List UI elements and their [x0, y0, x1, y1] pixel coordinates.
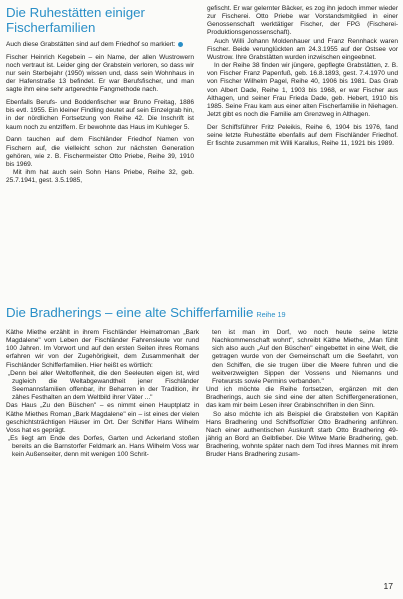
page-number: 17 — [383, 581, 393, 591]
blue-dot-icon — [178, 42, 183, 47]
paragraph: Ebenfalls Berufs- und Boddenfischer war Bruno Freitag, 1886 bis evtl. 1955. Ein kleiner Findling deutet auf sein Einzelgrab hin, in der nördlichen Fortsetzung von Reihe 42. Die Inschrift ist kaum noch zu entziffern. Er bewohnte das Haus im Kuhleger 5. — [6, 99, 194, 131]
paragraph: Fischer Heinrich Kegebein – ein Name, der allen Wustrowern noch vertraut ist. Leider ging der Grabstein verloren, so dass wir nur sein Sterbejahr (1950) wissen und, dass sein Wohnhaus in der Hafenstraße 13 befindet. Er war Berufsfischer, und man sagte ihm eine sehr artgerechte Fangmethode nach. — [6, 53, 194, 94]
paragraph: Mit ihm hat auch sein Sohn Hans Priebe, Reihe 32, geb. 25.7.1941, gest. 3.5.1985, — [6, 168, 194, 185]
column-left-top — [6, 41, 194, 185]
row-reference: Reihe 19 — [256, 310, 286, 319]
paragraph: Und ich möchte die Reihe fortsetzen, ergänzen mit den Bradherings, auch sie sind eine der alten Schiffergenerationen, das kam mir beim Lesen ihrer Grabinschriften in den Sinn. — [206, 386, 398, 410]
quote-paragraph: „Denn bei aller Weltoffenheit, die den Seeleuten eigen ist, wird zugleich die Weltabgewandtheit jener Fischländer Seemannsfamilien offenbar, ihr Beharren in der Tradition, ihr zähes Festhalten an dem Weltbild ihrer Väter ..." — [8, 369, 199, 402]
paragraph: In der Reihe 38 finden wir jüngere, gepflegte Grabstätten, z. B. von Fischer Franz Papenfuß, geb. 16.8.1893, gest. 7.4.1970 und von Fischer Wilhelm Pagel, Reihe 40, 1906 bis 1981. Das Grab von Albert Dade, Reihe 1, 1903 bis 1968, er war Fischer aus Althagen, und seiner Frau Frieda Dade, geb. Hebert, 1910 bis 1985. Seine Frau kam aus einer alten Fischerfamilie in Niehagen. Jetzt gibt es noch die Familie am Grenzweg in Althagen. — [207, 62, 398, 119]
paragraph: Das Haus „Zu den Büschen" – es nimmt einen Hauptplatz in Käthe Miethes Roman „Bark Magdalene" ein – ist eines der vielen geschichtsträchtigen Häuser im Ort. Der Schiffer Hans Wilhelm Voss hat es geprägt. — [6, 402, 199, 434]
paragraph: So also möchte ich als Beispiel die Grabstellen von Kapitän Hans Bradhering und Schiffsoffizier Otto Bradhering anführen. Nach einer authentischen Auskunft starb Otto Bradhering 49-jährig an Bord an Gelbfieber. Die Witwe Marie Bradhering, geb. Bradhering, wohnte später nach dem Tod ihres Mannes mit ihrem Bruder Hans Bradhering zusam- — [206, 410, 398, 459]
paragraph: Der Schiffsführer Fritz Peleikis, Reihe 6, 1904 bis 1976, fand seine letzte Ruhestätte ebenfalls auf dem Fischländer Friedhof. Er fischte zusammen mit Willi Karallus, Reihe 11, 1921 bis 1989. — [207, 123, 398, 148]
paragraph: gefischt. Er war gelernter Bäcker, es zog ihn jedoch immer wieder zur Fischerei. Otto Priebe war Vorstandsmitglied in einer Genossenschaft werktätiger Fischer, der FPG (Fischerei-Produktionsgenossenschaft). — [207, 5, 398, 37]
marker-intro: Auch diese Grabstätten sind auf dem Friedhof so markiert: — [6, 41, 194, 49]
paragraph: Dann tauchen auf dem Fischländer Friedhof Namen von Fischern auf, die vielleicht schon zur nächsten Generation gehören, wie z. B. Fischermeister Otto Priebe, Reihe 39, 1910 bis 1969. — [6, 136, 194, 168]
paragraph: Auch Willi Johann Moldenhauer und Franz Rennhack waren Fischer. Beide verunglückten am 24.3.1955 auf der Ostsee vor Wustrow. Ihre Grabstätten wurden inzwischen eingeebnet. — [207, 37, 398, 61]
section-heading-bradherings — [6, 304, 398, 320]
column-left-bottom — [6, 329, 199, 460]
quote-paragraph: ten ist man im Dorf, wo noch heute seine letzte Nachkommenschaft wohnt", schreibt Käthe Miethe, „Man fühlt sich also auch „Auf den Büschen" eingebettet in eine Welt, die getragen wurde von der Gemeinschaft um die Seefahrt, von den Schiffen, die sie trugen über die Meere fuhren und die weitverzweigten Sippen der Vossens und Niemanns und Fretwursts sowie Permins verbanden." — [212, 329, 398, 385]
column-right-bottom — [206, 329, 398, 460]
section-title-bradherings: Die Bradherings – eine alte Schifferfamilie — [6, 305, 254, 320]
paragraph: Käthe Miethe erzählt in ihrem Fischländer Heimatroman „Bark Magdalene" vom Leben der Fischländer Fahrensleute vor rund 100 Jahren. Im Vorwort und auf den ersten Seiten ihres Romans erfahren wir von der Zugehörigkeit, dem Zusammenhalt der Fischländer Schifferfamilien. Hier heißt es wörtlich: — [6, 329, 199, 369]
quote-paragraph: „Es liegt am Ende des Dorfes, Garten und Ackerland stoßen bereits an die Barnstorfer Feldmark an. Hans Wilhelm Voss war kein Außenseiter, denn mit wenigen 100 Schrit- — [8, 435, 199, 459]
column-right-top — [207, 5, 398, 148]
section-title-fischerfamilien: Die Ruhestätten einiger Fischerfamilien — [6, 5, 145, 35]
